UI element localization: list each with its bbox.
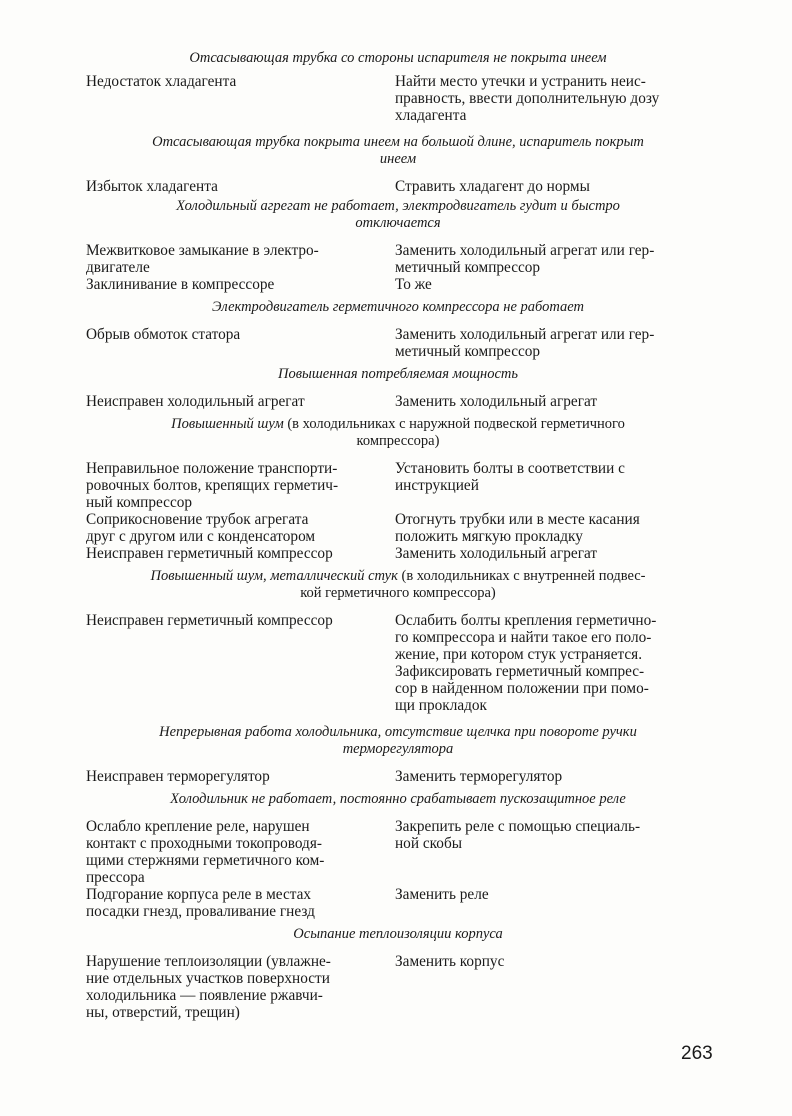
cause-cell: Неисправен терморегулятор <box>86 768 270 785</box>
section <box>86 299 710 360</box>
table-row <box>86 953 710 1021</box>
remedy-cell: Найти место утечки и устранить неис- правность, ввести дополнительную дозу хладагента <box>395 73 660 124</box>
remedy-cell: Стравить хладагент до нормы <box>395 178 590 195</box>
table-row <box>86 460 710 511</box>
table-row <box>86 242 710 276</box>
remedy-cell: Заменить корпус <box>395 953 505 970</box>
remedy-cell: Заменить терморегулятор <box>395 768 563 785</box>
remedy-cell: Заменить холодильный агрегат <box>395 545 598 562</box>
section <box>86 366 710 410</box>
table-row <box>86 768 710 785</box>
page-number: 263 <box>681 1043 713 1064</box>
remedy-cell: То же <box>395 276 432 293</box>
remedy-cell: Установить болты в соответствии с инструкцией <box>395 460 625 494</box>
remedy-cell: Заменить холодильный агрегат <box>395 393 598 410</box>
section-heading: Отсасывающая трубка покрыта инеем на большой длине, испаритель покрыт инеем <box>152 134 644 167</box>
section <box>86 198 710 293</box>
page-body <box>86 50 710 1021</box>
table-row <box>86 818 710 886</box>
cause-cell: Неправильное положение транспорти- ровочных болтов, крепящих герметич- ный компрессор <box>86 460 339 511</box>
table-row <box>86 612 710 714</box>
section-heading: Непрерывная работа холодильника, отсутствие щелчка при повороте ручки терморегулятора <box>159 724 637 757</box>
table-row <box>86 511 710 545</box>
remedy-cell: Ослабить болты крепления герметично- го компрессора и найти такое его поло- жение, при котором стук устраняется. Зафиксировать герметичный компрес- сор в найденном положении при помо- щи прокладок <box>395 612 657 714</box>
section <box>86 134 710 195</box>
section-heading: Повышенный шум, металлический стук (в холодильниках с внутренней подвес- кой герметичного компрессора) <box>150 568 646 601</box>
remedy-cell: Заменить холодильный агрегат или гер- метичный компрессор <box>395 326 655 360</box>
table-row <box>86 73 710 124</box>
table-row <box>86 545 710 562</box>
section-heading: Осыпание теплоизоляции корпуса <box>293 926 503 942</box>
section <box>86 568 710 714</box>
cause-cell: Обрыв обмоток статора <box>86 326 241 343</box>
cause-cell: Соприкосновение трубок агрегата друг с другом или с конденсатором <box>86 511 316 545</box>
cause-cell: Неисправен герметичный компрессор <box>86 545 333 562</box>
cause-cell: Недостаток хладагента <box>86 73 237 90</box>
remedy-cell: Заменить реле <box>395 886 489 903</box>
section-heading: Повышенный шум (в холодильниках с наружной подвеской герметичного компрессора) <box>171 416 625 449</box>
table-row <box>86 326 710 360</box>
cause-cell: Неисправен холодильный агрегат <box>86 393 305 410</box>
table-row <box>86 178 710 195</box>
section-heading: Повышенная потребляемая мощность <box>277 366 519 382</box>
cause-cell: Избыток хладагента <box>86 178 218 195</box>
cause-cell: Неисправен герметичный компрессор <box>86 612 333 629</box>
section <box>86 416 710 562</box>
table-row <box>86 393 710 410</box>
remedy-cell: Отогнуть трубки или в месте касания положить мягкую прокладку <box>395 511 640 545</box>
section-heading: Холодильный агрегат не работает, электродвигатель гудит и быстро отключается <box>176 198 620 231</box>
cause-cell: Межвитковое замыкание в электро- двигателе <box>86 242 319 276</box>
cause-cell: Подгорание корпуса реле в местах посадки гнезд, проваливание гнезд <box>86 886 315 920</box>
section <box>86 724 710 785</box>
table-row <box>86 276 710 293</box>
cause-cell: Нарушение теплоизоляции (увлажне- ние отдельных участков поверхности холодильника — появление ржавчи- ны, отверстий, трещин) <box>86 953 331 1021</box>
section <box>86 926 710 1021</box>
section-heading: Холодильник не работает, постоянно срабатывает пускозащитное реле <box>170 791 626 807</box>
section <box>86 50 710 124</box>
table-row <box>86 886 710 920</box>
remedy-cell: Закрепить реле с помощью специаль- ной скобы <box>395 818 641 852</box>
section <box>86 791 710 920</box>
cause-cell: Заклинивание в компрессоре <box>86 276 275 293</box>
cause-cell: Ослабло крепление реле, нарушен контакт с проходными токопроводя- щими стержнями герметичного ком- прессора <box>86 818 325 886</box>
remedy-cell: Заменить холодильный агрегат или гер- метичный компрессор <box>395 242 655 276</box>
section-heading: Отсасывающая трубка со стороны испарителя не покрыта инеем <box>189 50 607 66</box>
section-heading: Электродвигатель герметичного компрессора не работает <box>211 299 585 315</box>
